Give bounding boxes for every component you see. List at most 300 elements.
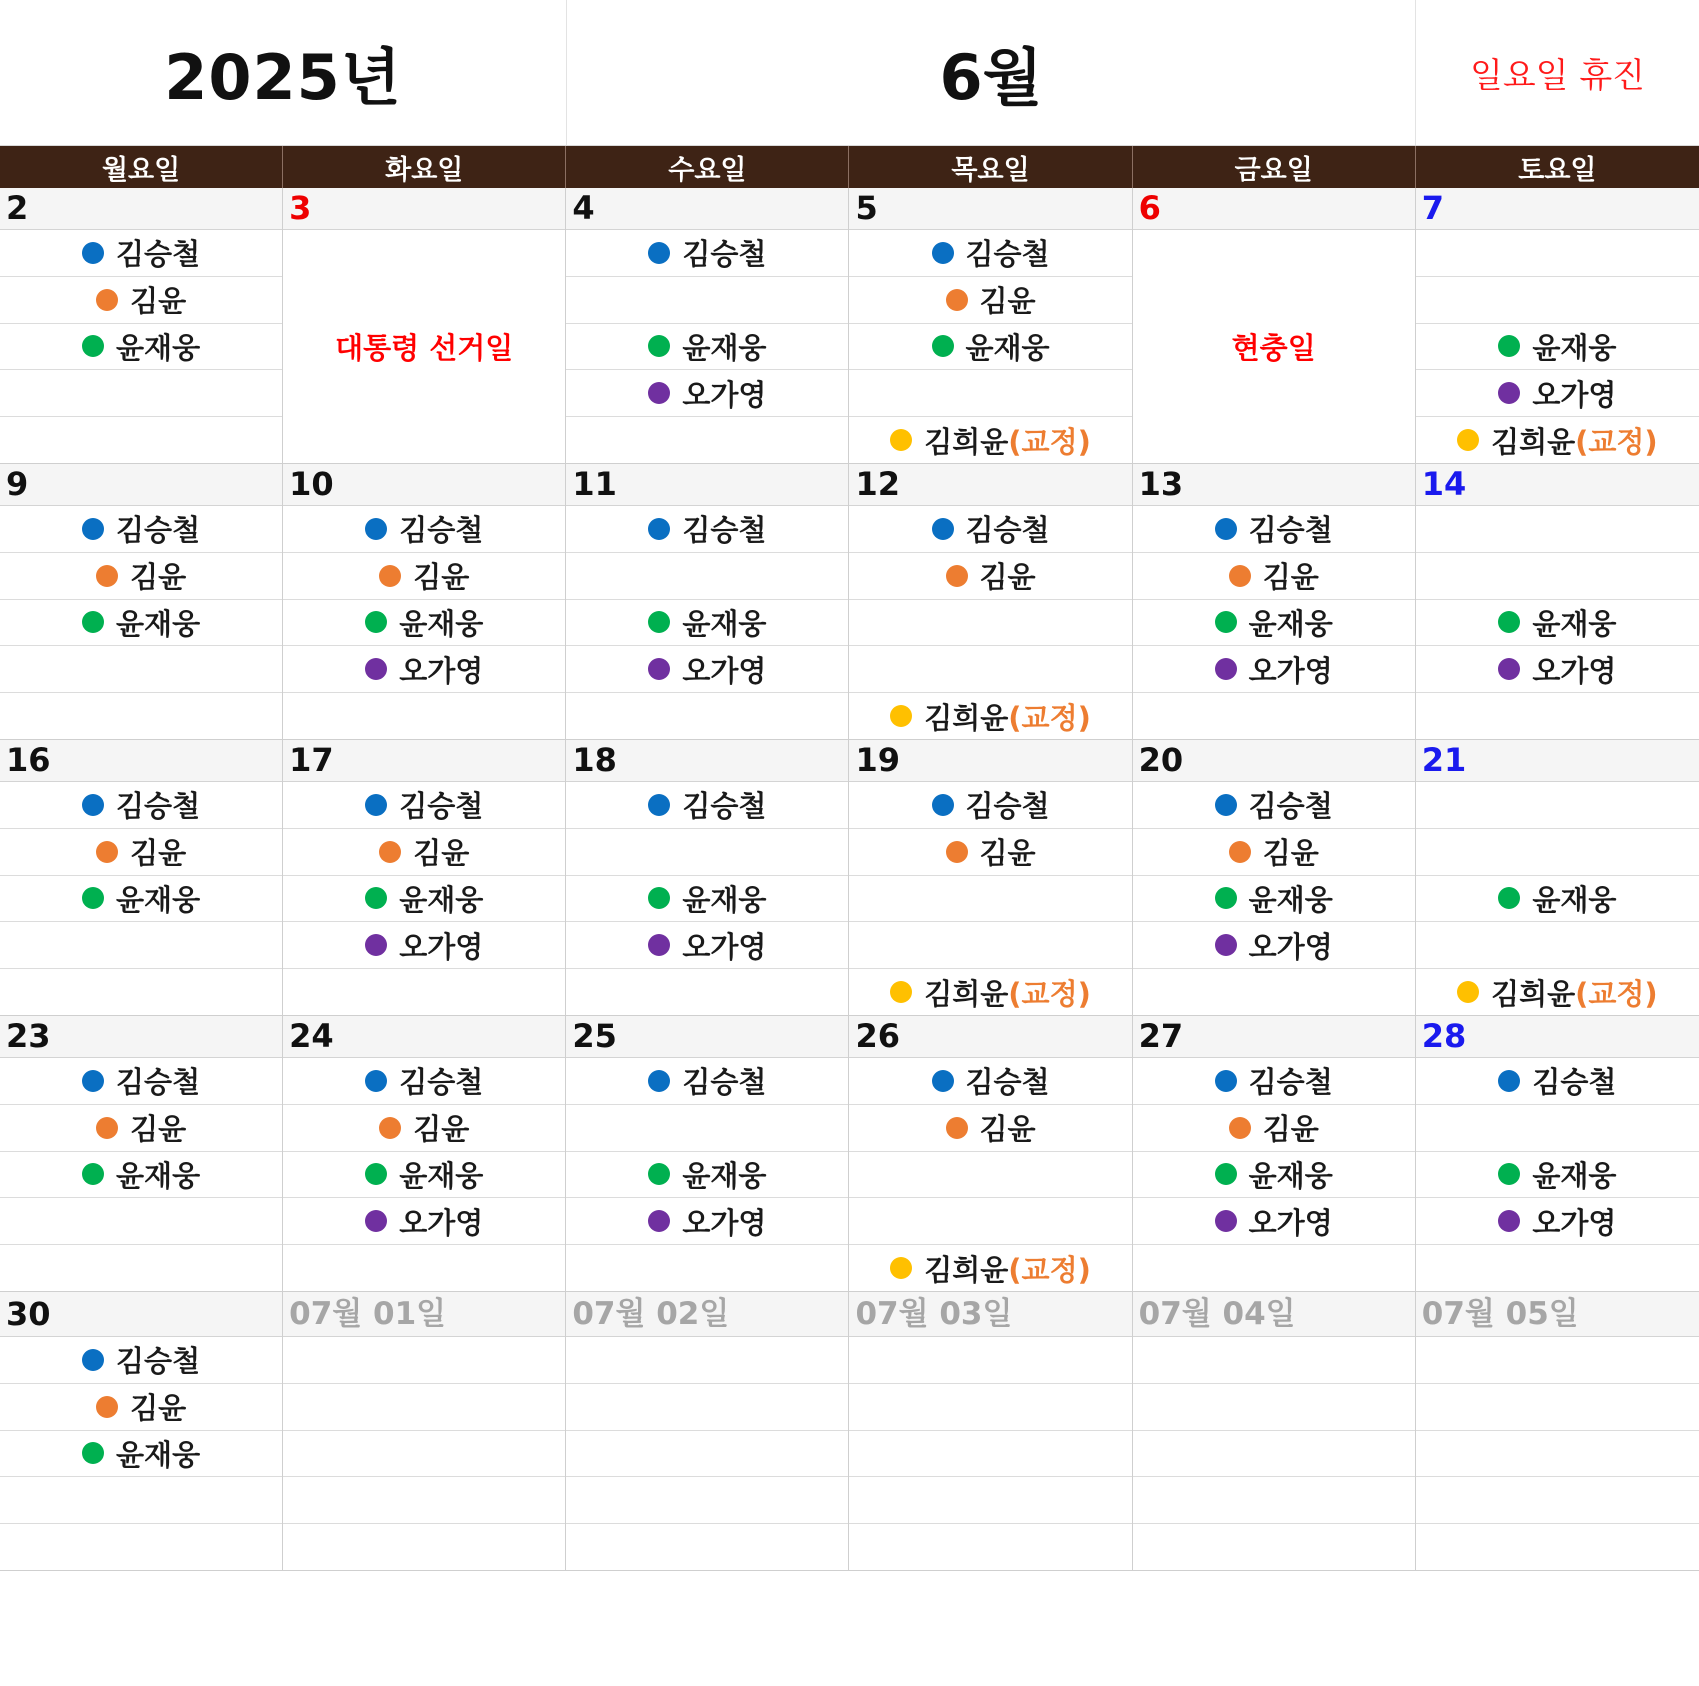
schedule-slot — [566, 646, 848, 693]
doctor-dot-icon — [1229, 841, 1251, 863]
doctor-name: 윤재웅 — [1532, 606, 1617, 641]
day-number: 20 — [1133, 740, 1415, 782]
doctor-dot-icon — [648, 335, 670, 357]
weekday-wed: 수요일 — [566, 146, 849, 188]
schedule-slot — [1416, 646, 1699, 693]
day-number: 5 — [849, 188, 1131, 230]
doctor-name: 김윤 — [979, 1112, 1036, 1147]
day-cell — [283, 464, 566, 740]
orthodontics-note: (교정) — [1008, 1252, 1091, 1287]
schedule-slot — [1133, 876, 1415, 923]
schedule-slot — [1133, 1198, 1415, 1245]
schedule-slot — [1416, 1524, 1699, 1570]
day-cell — [1416, 188, 1699, 464]
schedule-slot — [849, 277, 1131, 324]
day-cell — [283, 1016, 566, 1292]
doctor-name: 김희윤 — [924, 1252, 1009, 1287]
schedule-slot — [283, 969, 565, 1015]
schedule-slot — [849, 782, 1131, 829]
day-cell — [1416, 740, 1699, 1016]
schedule-slot — [1133, 553, 1415, 600]
doctor-name: 김승철 — [682, 513, 767, 548]
schedule-slots — [1133, 1058, 1415, 1291]
schedule-slots — [849, 782, 1131, 1015]
schedule-slot — [1133, 1245, 1415, 1291]
schedule-slot — [0, 324, 282, 371]
day-cell — [1133, 1016, 1416, 1292]
schedule-slot — [0, 1152, 282, 1199]
year-title: 2025년 — [0, 0, 567, 145]
schedule-slot — [1416, 1477, 1699, 1524]
schedule-slot — [849, 417, 1131, 463]
doctor-name: 김승철 — [116, 789, 201, 824]
schedule-slot — [566, 1337, 848, 1384]
schedule-slot — [566, 1384, 848, 1431]
doctor-name: 김승철 — [1248, 1065, 1333, 1100]
doctor-dot-icon — [379, 1117, 401, 1139]
doctor-dot-icon — [365, 658, 387, 680]
schedule-slots — [566, 506, 848, 739]
doctor-dot-icon — [648, 658, 670, 680]
doctor-name: 김윤 — [1262, 1112, 1319, 1147]
schedule-slot — [849, 600, 1131, 647]
doctor-name: 오가영 — [399, 929, 484, 964]
schedule-slot — [566, 1058, 848, 1105]
doctor-dot-icon — [648, 382, 670, 404]
doctor-dot-icon — [946, 1117, 968, 1139]
schedule-slot — [0, 1431, 282, 1478]
doctor-name: 윤재웅 — [1532, 330, 1617, 365]
doctor-dot-icon — [1215, 1210, 1237, 1232]
schedule-slot — [0, 230, 282, 277]
schedule-slot — [0, 693, 282, 739]
closed-note: 일요일 휴진 — [1469, 56, 1646, 96]
schedule-slot — [0, 969, 282, 1015]
day-number: 2 — [0, 188, 282, 230]
day-cell — [283, 1292, 566, 1571]
schedule-slot — [566, 277, 848, 324]
day-cell — [1133, 1292, 1416, 1571]
schedule-slot — [1416, 1337, 1699, 1384]
schedule-slots — [283, 506, 565, 739]
doctor-dot-icon — [932, 242, 954, 264]
doctor-name: 김윤 — [413, 836, 470, 871]
doctor-dot-icon — [648, 1070, 670, 1092]
day-number: 9 — [0, 464, 282, 506]
doctor-dot-icon — [1498, 335, 1520, 357]
schedule-slot — [849, 1152, 1131, 1199]
schedule-slots — [0, 1337, 282, 1570]
day-number: 6 — [1133, 188, 1415, 230]
day-cell — [566, 1292, 849, 1571]
doctor-dot-icon — [365, 934, 387, 956]
day-number: 4 — [566, 188, 848, 230]
schedule-slot — [1416, 829, 1699, 876]
doctor-name: 김윤 — [979, 836, 1036, 871]
doctor-name: 김윤 — [130, 560, 187, 595]
schedule-slot — [1416, 969, 1699, 1015]
schedule-slot — [1416, 417, 1699, 463]
schedule-slot — [0, 922, 282, 969]
schedule-slot — [1133, 969, 1415, 1015]
day-number: 11 — [566, 464, 848, 506]
doctor-name: 윤재웅 — [1248, 882, 1333, 917]
doctor-name: 김승철 — [682, 789, 767, 824]
schedule-slot — [1416, 1058, 1699, 1105]
doctor-name: 김승철 — [965, 1065, 1050, 1100]
doctor-dot-icon — [946, 289, 968, 311]
doctor-dot-icon — [890, 705, 912, 727]
schedule-slot — [0, 506, 282, 553]
day-cell — [849, 740, 1132, 1016]
day-number: 28 — [1416, 1016, 1699, 1058]
orthodontics-note: (교정) — [1575, 424, 1658, 459]
schedule-slot — [566, 506, 848, 553]
schedule-slot — [566, 230, 848, 277]
day-number: 3 — [283, 188, 565, 230]
schedule-slots — [566, 1337, 848, 1570]
schedule-slot — [1416, 693, 1699, 739]
weekday-thu: 목요일 — [849, 146, 1132, 188]
doctor-dot-icon — [82, 1163, 104, 1185]
schedule-slot — [849, 969, 1131, 1015]
doctor-name: 김승철 — [116, 1065, 201, 1100]
holiday-label: 대통령 선거일 — [335, 331, 514, 365]
day-cell — [849, 464, 1132, 740]
orthodontics-note: (교정) — [1008, 424, 1091, 459]
day-cell — [566, 740, 849, 1016]
doctor-dot-icon — [648, 794, 670, 816]
schedule-slot — [1133, 922, 1415, 969]
doctor-dot-icon — [890, 429, 912, 451]
day-number: 27 — [1133, 1016, 1415, 1058]
schedule-slot — [283, 1245, 565, 1291]
schedule-slot — [1416, 1152, 1699, 1199]
schedule-slot — [849, 1337, 1131, 1384]
schedule-slot — [566, 553, 848, 600]
doctor-name: 오가영 — [682, 1205, 767, 1240]
schedule-slots — [1416, 782, 1699, 1015]
schedule-slot — [283, 506, 565, 553]
day-number: 25 — [566, 1016, 848, 1058]
day-cell — [849, 1292, 1132, 1571]
doctor-name: 윤재웅 — [116, 606, 201, 641]
doctor-dot-icon — [82, 887, 104, 909]
doctor-name: 오가영 — [682, 929, 767, 964]
doctor-dot-icon — [1229, 1117, 1251, 1139]
day-number: 07월 05일 — [1416, 1292, 1699, 1337]
day-number: 23 — [0, 1016, 282, 1058]
schedule-slot — [1133, 1384, 1415, 1431]
doctor-dot-icon — [82, 1070, 104, 1092]
doctor-dot-icon — [1215, 518, 1237, 540]
schedule-slot — [849, 324, 1131, 371]
doctor-dot-icon — [648, 1210, 670, 1232]
doctor-name: 오가영 — [1248, 653, 1333, 688]
day-number: 07월 03일 — [849, 1292, 1131, 1337]
schedule-slot — [0, 370, 282, 417]
schedule-slot — [283, 1431, 565, 1478]
orthodontics-note: (교정) — [1008, 976, 1091, 1011]
schedule-slot — [1133, 506, 1415, 553]
day-number: 18 — [566, 740, 848, 782]
schedule-slot — [0, 553, 282, 600]
doctor-dot-icon — [1215, 1070, 1237, 1092]
doctor-dot-icon — [379, 841, 401, 863]
doctor-dot-icon — [365, 794, 387, 816]
schedule-slot — [1133, 1337, 1415, 1384]
day-cell — [566, 188, 849, 464]
day-cell — [1416, 464, 1699, 740]
doctor-dot-icon — [1498, 1210, 1520, 1232]
schedule-slot — [283, 1384, 565, 1431]
doctor-dot-icon — [1498, 382, 1520, 404]
schedule-slot — [0, 1058, 282, 1105]
schedule-slots — [1416, 1058, 1699, 1291]
doctor-name: 윤재웅 — [1248, 1158, 1333, 1193]
schedule-slot — [0, 1245, 282, 1291]
day-cell — [0, 740, 283, 1016]
doctor-name: 윤재웅 — [399, 606, 484, 641]
schedule-slot — [1416, 1245, 1699, 1291]
doctor-name: 김윤 — [130, 836, 187, 871]
schedule-slot — [849, 693, 1131, 739]
day-cell — [566, 1016, 849, 1292]
doctor-name: 김승철 — [965, 237, 1050, 272]
schedule-slot — [0, 1477, 282, 1524]
schedule-slot — [849, 1431, 1131, 1478]
doctor-dot-icon — [648, 887, 670, 909]
schedule-slot — [1416, 506, 1699, 553]
doctor-name: 김승철 — [682, 237, 767, 272]
doctor-dot-icon — [365, 1070, 387, 1092]
doctor-dot-icon — [648, 518, 670, 540]
schedule-slot — [849, 1105, 1131, 1152]
day-cell — [849, 1016, 1132, 1292]
schedule-slot — [849, 553, 1131, 600]
schedule-slots — [1133, 506, 1415, 739]
schedule-slot — [849, 1245, 1131, 1291]
doctor-dot-icon — [1215, 887, 1237, 909]
doctor-name: 오가영 — [1248, 929, 1333, 964]
schedule-slot — [0, 1524, 282, 1570]
schedule-slots — [0, 506, 282, 739]
doctor-name: 윤재웅 — [682, 1158, 767, 1193]
schedule-slot — [1416, 1105, 1699, 1152]
doctor-dot-icon — [932, 794, 954, 816]
weekday-fri: 금요일 — [1133, 146, 1416, 188]
schedule-slot — [0, 277, 282, 324]
day-number: 26 — [849, 1016, 1131, 1058]
doctor-dot-icon — [365, 611, 387, 633]
day-cell — [0, 1292, 283, 1571]
doctor-name: 오가영 — [1532, 377, 1617, 412]
day-number: 13 — [1133, 464, 1415, 506]
schedule-slots — [566, 782, 848, 1015]
schedule-slots — [849, 1058, 1131, 1291]
doctor-name: 윤재웅 — [116, 1158, 201, 1193]
day-cell — [1133, 188, 1416, 464]
doctor-name: 김희윤 — [924, 700, 1009, 735]
schedule-slot — [0, 1105, 282, 1152]
day-cell — [1416, 1016, 1699, 1292]
schedule-slot — [566, 1245, 848, 1291]
schedule-slot — [0, 646, 282, 693]
doctor-name: 김승철 — [399, 1065, 484, 1100]
schedule-slot — [1416, 782, 1699, 829]
schedule-slot — [1416, 230, 1699, 277]
schedule-slot — [1416, 277, 1699, 324]
schedule-slot — [566, 782, 848, 829]
schedule-slot — [849, 370, 1131, 417]
schedule-slot — [283, 922, 565, 969]
doctor-name: 오가영 — [1532, 1205, 1617, 1240]
day-number: 07월 04일 — [1133, 1292, 1415, 1337]
schedule-slot — [1133, 1105, 1415, 1152]
doctor-name: 김희윤 — [1491, 424, 1576, 459]
day-number: 10 — [283, 464, 565, 506]
schedule-slot — [283, 1105, 565, 1152]
day-cell — [1133, 464, 1416, 740]
doctor-dot-icon — [379, 565, 401, 587]
doctor-dot-icon — [365, 1210, 387, 1232]
schedule-slot — [0, 782, 282, 829]
doctor-name: 김윤 — [979, 284, 1036, 319]
schedule-slot — [1133, 829, 1415, 876]
weekday-sat: 토요일 — [1518, 154, 1597, 186]
schedule-slots — [849, 1337, 1131, 1570]
doctor-dot-icon — [1215, 658, 1237, 680]
doctor-dot-icon — [96, 1117, 118, 1139]
schedule-slot — [566, 1152, 848, 1199]
schedule-slot — [1416, 600, 1699, 647]
weekday-header — [0, 146, 1699, 188]
doctor-dot-icon — [82, 1349, 104, 1371]
doctor-dot-icon — [1215, 611, 1237, 633]
orthodontics-note: (교정) — [1008, 700, 1091, 735]
doctor-dot-icon — [82, 1442, 104, 1464]
day-cell — [849, 188, 1132, 464]
schedule-slot — [1133, 1431, 1415, 1478]
doctor-name: 윤재웅 — [682, 882, 767, 917]
schedule-slot — [849, 922, 1131, 969]
schedule-slots — [0, 782, 282, 1015]
calendar-header — [0, 0, 1699, 146]
schedule-slot — [1416, 1431, 1699, 1478]
doctor-name: 윤재웅 — [116, 330, 201, 365]
schedule-slots — [849, 230, 1131, 463]
day-number: 7 — [1416, 188, 1699, 230]
schedule-slot — [283, 1198, 565, 1245]
schedule-slot — [566, 370, 848, 417]
day-cell — [0, 188, 283, 464]
schedule-slot — [1416, 324, 1699, 371]
day-number: 07월 01일 — [283, 1292, 565, 1337]
schedule-slot — [1133, 1152, 1415, 1199]
doctor-name: 오가영 — [399, 653, 484, 688]
doctor-dot-icon — [82, 611, 104, 633]
schedule-slot — [1133, 693, 1415, 739]
schedule-slot — [566, 1477, 848, 1524]
schedule-slot — [849, 1384, 1131, 1431]
schedule-slot — [0, 829, 282, 876]
doctor-dot-icon — [365, 1163, 387, 1185]
doctor-dot-icon — [648, 934, 670, 956]
doctor-dot-icon — [1498, 611, 1520, 633]
schedule-slot — [1133, 646, 1415, 693]
doctor-name: 김희윤 — [924, 424, 1009, 459]
schedule-slot — [283, 1337, 565, 1384]
schedule-slot — [283, 829, 565, 876]
day-number: 12 — [849, 464, 1131, 506]
schedule-slots — [1133, 782, 1415, 1015]
doctor-name: 김승철 — [965, 789, 1050, 824]
day-cell — [566, 464, 849, 740]
doctor-dot-icon — [1229, 565, 1251, 587]
doctor-dot-icon — [648, 611, 670, 633]
day-number: 07월 02일 — [566, 1292, 848, 1337]
schedule-slots — [283, 1058, 565, 1291]
doctor-dot-icon — [932, 335, 954, 357]
schedule-slot — [1133, 1524, 1415, 1570]
doctor-dot-icon — [82, 242, 104, 264]
doctor-name: 김승철 — [1532, 1065, 1617, 1100]
doctor-name: 오가영 — [682, 377, 767, 412]
doctor-name: 윤재웅 — [682, 330, 767, 365]
doctor-name: 김윤 — [979, 560, 1036, 595]
schedule-slots — [1416, 1337, 1699, 1570]
doctor-name: 윤재웅 — [682, 606, 767, 641]
day-cell — [1416, 1292, 1699, 1571]
doctor-name: 김승철 — [1248, 513, 1333, 548]
schedule-slot — [1133, 1058, 1415, 1105]
doctor-name: 윤재웅 — [1532, 882, 1617, 917]
schedule-slot — [0, 1384, 282, 1431]
doctor-dot-icon — [648, 242, 670, 264]
schedule-slots — [1133, 1337, 1415, 1570]
doctor-name: 김승철 — [965, 513, 1050, 548]
day-cell — [0, 1016, 283, 1292]
schedule-slots — [1416, 230, 1699, 463]
doctor-dot-icon — [946, 565, 968, 587]
holiday-label: 현충일 — [1231, 331, 1316, 365]
doctor-dot-icon — [1215, 794, 1237, 816]
doctor-dot-icon — [96, 1396, 118, 1418]
weekday-mon: 월요일 — [0, 146, 283, 188]
doctor-dot-icon — [1498, 887, 1520, 909]
schedule-slot — [283, 646, 565, 693]
doctor-name: 오가영 — [682, 653, 767, 688]
schedule-slots — [849, 506, 1131, 739]
schedule-slot — [566, 600, 848, 647]
schedule-slot — [1416, 1198, 1699, 1245]
day-cell — [283, 188, 566, 464]
schedule-slot — [283, 1477, 565, 1524]
schedule-slot — [1133, 1477, 1415, 1524]
doctor-dot-icon — [365, 887, 387, 909]
schedule-slot — [283, 782, 565, 829]
schedule-slot — [566, 876, 848, 923]
day-number: 30 — [0, 1292, 282, 1337]
doctor-name: 김승철 — [1248, 789, 1333, 824]
orthodontics-note: (교정) — [1575, 976, 1658, 1011]
schedule-slot — [566, 1105, 848, 1152]
schedule-slots — [0, 230, 282, 463]
schedule-slots — [566, 1058, 848, 1291]
schedule-slot — [0, 1337, 282, 1384]
schedule-slot — [566, 829, 848, 876]
schedule-slot — [849, 1477, 1131, 1524]
